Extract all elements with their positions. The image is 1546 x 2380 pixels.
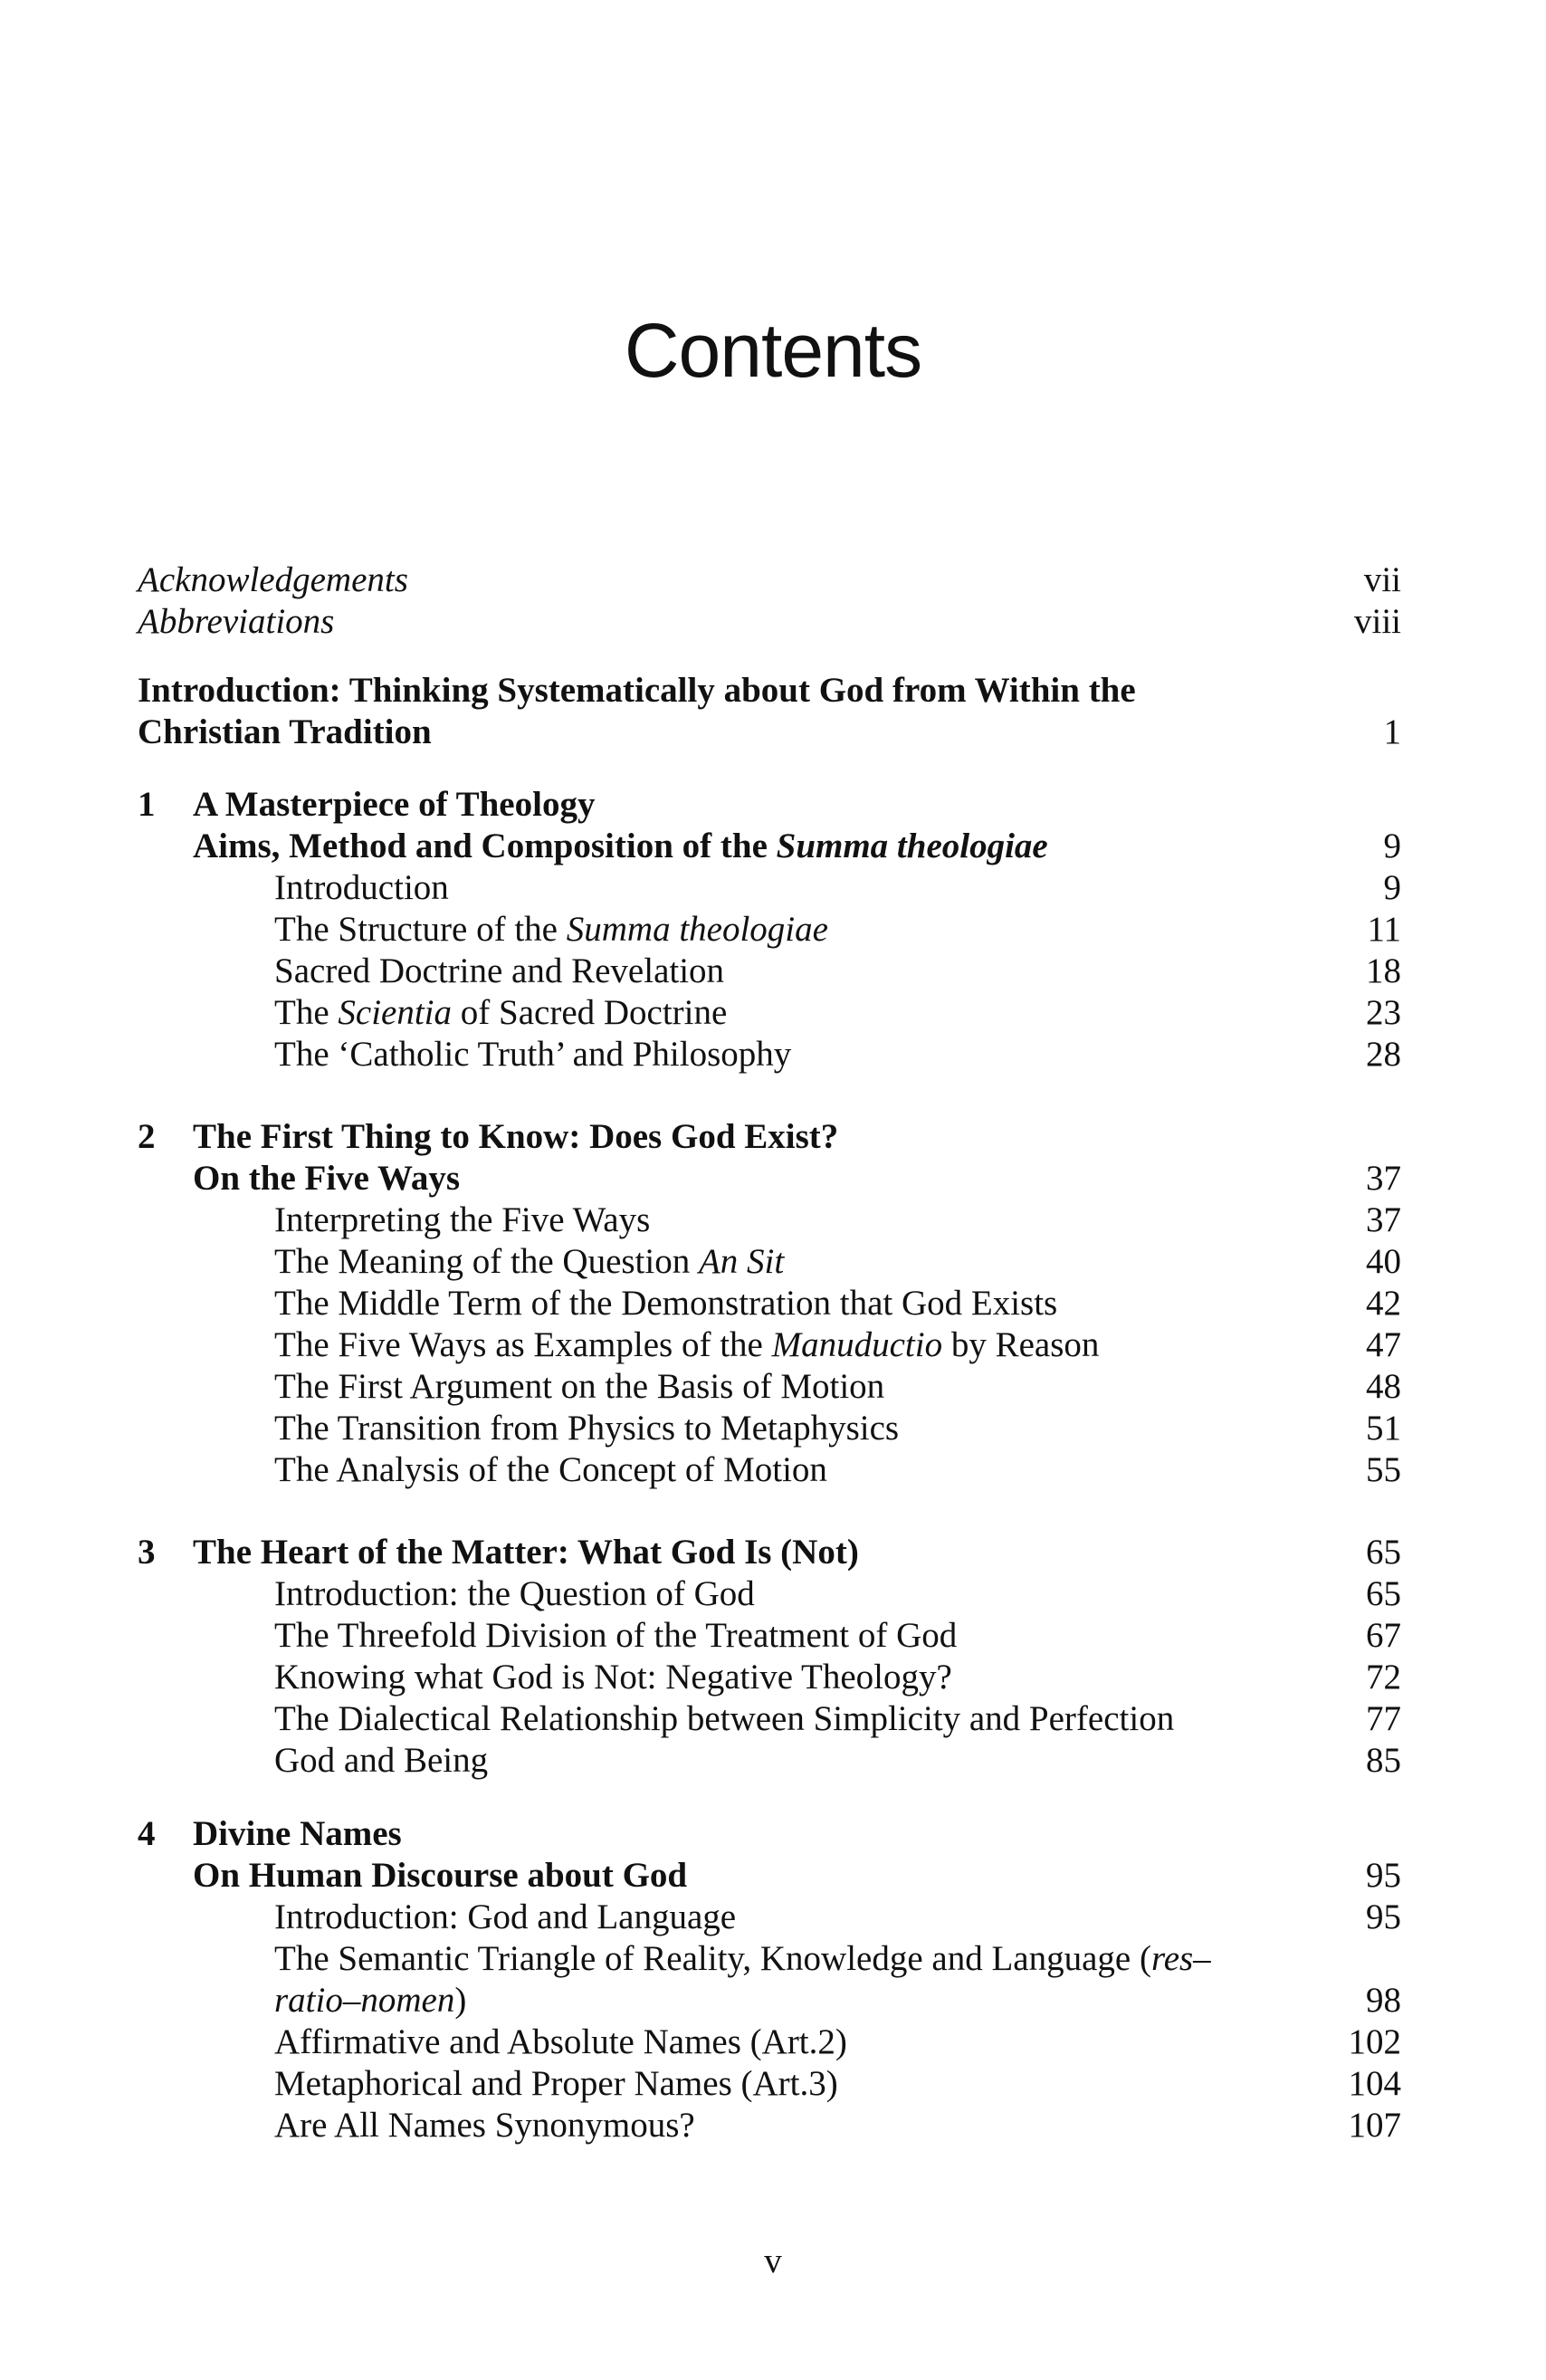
page-number: 40 bbox=[1366, 1242, 1401, 1281]
page-number: 95 bbox=[1366, 1856, 1401, 1895]
chapter-title[interactable]: A Masterpiece of Theology bbox=[193, 785, 596, 824]
page-number: 67 bbox=[1366, 1616, 1401, 1655]
page-number: 95 bbox=[1366, 1897, 1401, 1936]
toc-entry-acknowledgements[interactable]: Acknowledgements bbox=[138, 560, 408, 599]
page-number: 23 bbox=[1366, 993, 1401, 1032]
page-number: 85 bbox=[1366, 1741, 1401, 1780]
page-number: 48 bbox=[1366, 1367, 1401, 1406]
page-number: vii bbox=[1363, 560, 1401, 599]
chapter-subtitle[interactable]: Aims, Method and Composition of the Summa theologiae bbox=[193, 827, 1048, 865]
chapter-number: 4 bbox=[138, 1814, 156, 1853]
section-entry[interactable]: Interpreting the Five Ways bbox=[274, 1200, 651, 1239]
section-entry[interactable]: The Semantic Triangle of Reality, Knowledge and Language (res– bbox=[274, 1939, 1211, 1978]
page-number: 37 bbox=[1366, 1159, 1401, 1198]
section-entry[interactable]: Introduction: God and Language bbox=[274, 1897, 737, 1936]
page-number: 1 bbox=[1383, 712, 1401, 751]
chapter-number: 2 bbox=[138, 1117, 156, 1156]
page-number: 65 bbox=[1366, 1574, 1401, 1613]
chapter-title[interactable]: The First Thing to Know: Does God Exist? bbox=[193, 1117, 839, 1156]
page-number: 107 bbox=[1348, 2106, 1401, 2145]
page-number: 51 bbox=[1366, 1409, 1401, 1448]
section-entry-cont[interactable]: ratio–nomen) bbox=[274, 1981, 467, 2020]
folio-page-number: v bbox=[764, 2241, 782, 2280]
section-entry[interactable]: Affirmative and Absolute Names (Art.2) bbox=[274, 2022, 847, 2061]
chapter-subtitle[interactable]: On the Five Ways bbox=[193, 1159, 461, 1198]
toc-entry-introduction-cont[interactable]: Christian Tradition bbox=[138, 712, 432, 751]
section-entry[interactable]: The Structure of the Summa theologiae bbox=[274, 910, 828, 949]
section-entry[interactable]: Sacred Doctrine and Revelation bbox=[274, 951, 725, 990]
page-number: 102 bbox=[1348, 2022, 1401, 2061]
page-number: 72 bbox=[1366, 1658, 1401, 1697]
page-number: 37 bbox=[1366, 1200, 1401, 1239]
section-entry[interactable]: Introduction: the Question of God bbox=[274, 1574, 755, 1613]
section-entry[interactable]: The Dialectical Relationship between Simplicity and Perfection bbox=[274, 1699, 1175, 1738]
section-entry[interactable]: The ‘Catholic Truth’ and Philosophy bbox=[274, 1035, 792, 1074]
page-number: 18 bbox=[1366, 951, 1401, 990]
section-entry[interactable]: The Threefold Division of the Treatment of God bbox=[274, 1616, 958, 1655]
section-entry[interactable]: Introduction bbox=[274, 868, 449, 907]
page-number: 65 bbox=[1366, 1533, 1401, 1572]
section-entry[interactable]: The Five Ways as Examples of the Manuductio by Reason bbox=[274, 1325, 1100, 1364]
chapter-number: 1 bbox=[138, 785, 156, 824]
page-number: 11 bbox=[1367, 910, 1401, 949]
chapter-subtitle[interactable]: On Human Discourse about God bbox=[193, 1856, 688, 1895]
page-number: 9 bbox=[1383, 827, 1401, 865]
section-entry[interactable]: The Meaning of the Question An Sit bbox=[274, 1242, 785, 1281]
section-entry[interactable]: The Analysis of the Concept of Motion bbox=[274, 1450, 827, 1489]
toc-entry-introduction[interactable]: Introduction: Thinking Systematically about God from Within the bbox=[138, 671, 1136, 710]
page-title: Contents bbox=[624, 308, 922, 393]
section-entry[interactable]: God and Being bbox=[274, 1741, 489, 1780]
toc-entry-abbreviations[interactable]: Abbreviations bbox=[138, 602, 335, 641]
page-number: 42 bbox=[1366, 1284, 1401, 1323]
page-number: 28 bbox=[1366, 1035, 1401, 1074]
page-number: 98 bbox=[1366, 1981, 1401, 2020]
section-entry[interactable]: The Middle Term of the Demonstration that God Exists bbox=[274, 1284, 1058, 1323]
section-entry[interactable]: Are All Names Synonymous? bbox=[274, 2106, 695, 2145]
page-number: 55 bbox=[1366, 1450, 1401, 1489]
chapter-number: 3 bbox=[138, 1533, 156, 1572]
section-entry[interactable]: The Transition from Physics to Metaphysics bbox=[274, 1409, 900, 1448]
chapter-title[interactable]: Divine Names bbox=[193, 1814, 402, 1853]
page-number: 47 bbox=[1366, 1325, 1401, 1364]
section-entry[interactable]: Metaphorical and Proper Names (Art.3) bbox=[274, 2064, 838, 2103]
chapter-title[interactable]: The Heart of the Matter: What God Is (Not) bbox=[193, 1533, 859, 1572]
page-number: viii bbox=[1353, 602, 1401, 641]
page-number: 77 bbox=[1366, 1699, 1401, 1738]
section-entry[interactable]: The Scientia of Sacred Doctrine bbox=[274, 993, 728, 1032]
section-entry[interactable]: Knowing what God is Not: Negative Theology? bbox=[274, 1658, 952, 1697]
page-number: 104 bbox=[1348, 2064, 1401, 2103]
section-entry[interactable]: The First Argument on the Basis of Motion bbox=[274, 1367, 885, 1406]
page-number: 9 bbox=[1383, 868, 1401, 907]
